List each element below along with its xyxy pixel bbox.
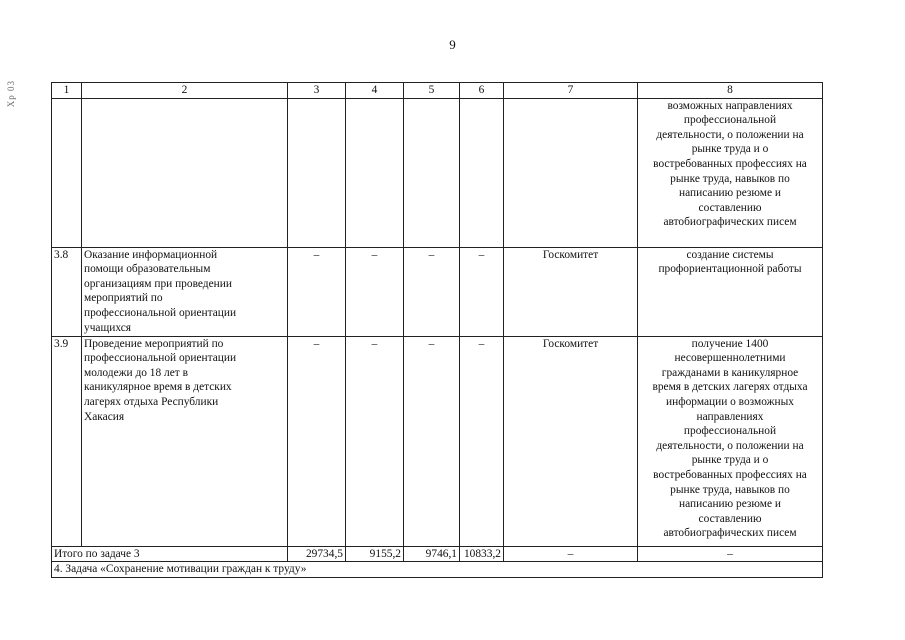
total-result: – (638, 546, 823, 562)
task-heading: 4. Задача «Сохранение мотивации граждан к труду» (52, 562, 823, 578)
cell-empty (504, 98, 638, 247)
header-col-4: 4 (346, 83, 404, 99)
header-col-1: 1 (52, 83, 82, 99)
cell-empty (288, 98, 346, 247)
measure-name: Проведение мероприятий по профессиональной ориентации молодежи до 18 лет в каникулярное время в детских лагерях отдыха Республики Хакасия (84, 337, 237, 423)
total-value: 10833,2 (460, 546, 504, 562)
total-value: 9746,1 (404, 546, 460, 562)
value-cell: – (460, 336, 504, 546)
total-executor: – (504, 546, 638, 562)
executor-cell: Госкомитет (504, 336, 638, 546)
measures-table (51, 82, 823, 578)
measure-name: Оказание информационной помощи образовательным организациям при проведении мероприятий по профессиональной ориентации учащихся (84, 248, 237, 334)
header-col-6: 6 (460, 83, 504, 99)
row-number: 3.9 (52, 336, 82, 546)
cell-empty (404, 98, 460, 247)
table-row (52, 336, 823, 546)
table-row-continuation (52, 98, 823, 247)
table-row (52, 247, 823, 336)
value-cell: – (460, 247, 504, 336)
total-label: Итого по задаче 3 (52, 546, 288, 562)
result-text: создание системы профориентационной работы (658, 248, 802, 276)
margin-stamp: Хр 03 (6, 80, 16, 108)
header-col-7: 7 (504, 83, 638, 99)
result-text: получение 1400 несовершеннолетними гражданами в каникулярное время в детских лагерях отдыха информации о возможных направлениях профессиональной деятельности, о положении на рынке труда и о востребованных профессиях на рынке труда, навыков по написанию резюме и составлению автобиографических писем (652, 337, 808, 540)
page-number: 9 (449, 37, 456, 52)
value-cell: – (288, 247, 346, 336)
value-cell: – (404, 336, 460, 546)
cell-empty (460, 98, 504, 247)
header-col-8: 8 (638, 83, 823, 99)
result-cell (638, 247, 823, 336)
value-cell: – (404, 247, 460, 336)
total-value: 29734,5 (288, 546, 346, 562)
task-heading-row (52, 562, 823, 578)
executor-cell: Госкомитет (504, 247, 638, 336)
header-col-5: 5 (404, 83, 460, 99)
cell-empty (346, 98, 404, 247)
header-col-3: 3 (288, 83, 346, 99)
value-cell: – (346, 336, 404, 546)
cell-empty (52, 98, 82, 247)
header-col-2: 2 (82, 83, 288, 99)
table-header-row (52, 83, 823, 99)
measure-name-cell (82, 336, 288, 546)
total-row (52, 546, 823, 562)
value-cell: – (346, 247, 404, 336)
cell-empty (82, 98, 288, 247)
row-number: 3.8 (52, 247, 82, 336)
result-text: возможных направлениях профессиональной деятельности, о положении на рынке труда и о востребованных профессиях на рынке труда, навыков по написанию резюме и составлению автобиографических писем (653, 99, 807, 229)
result-cell (638, 98, 823, 247)
measure-name-cell (82, 247, 288, 336)
total-value: 9155,2 (346, 546, 404, 562)
result-cell (638, 336, 823, 546)
value-cell: – (288, 336, 346, 546)
